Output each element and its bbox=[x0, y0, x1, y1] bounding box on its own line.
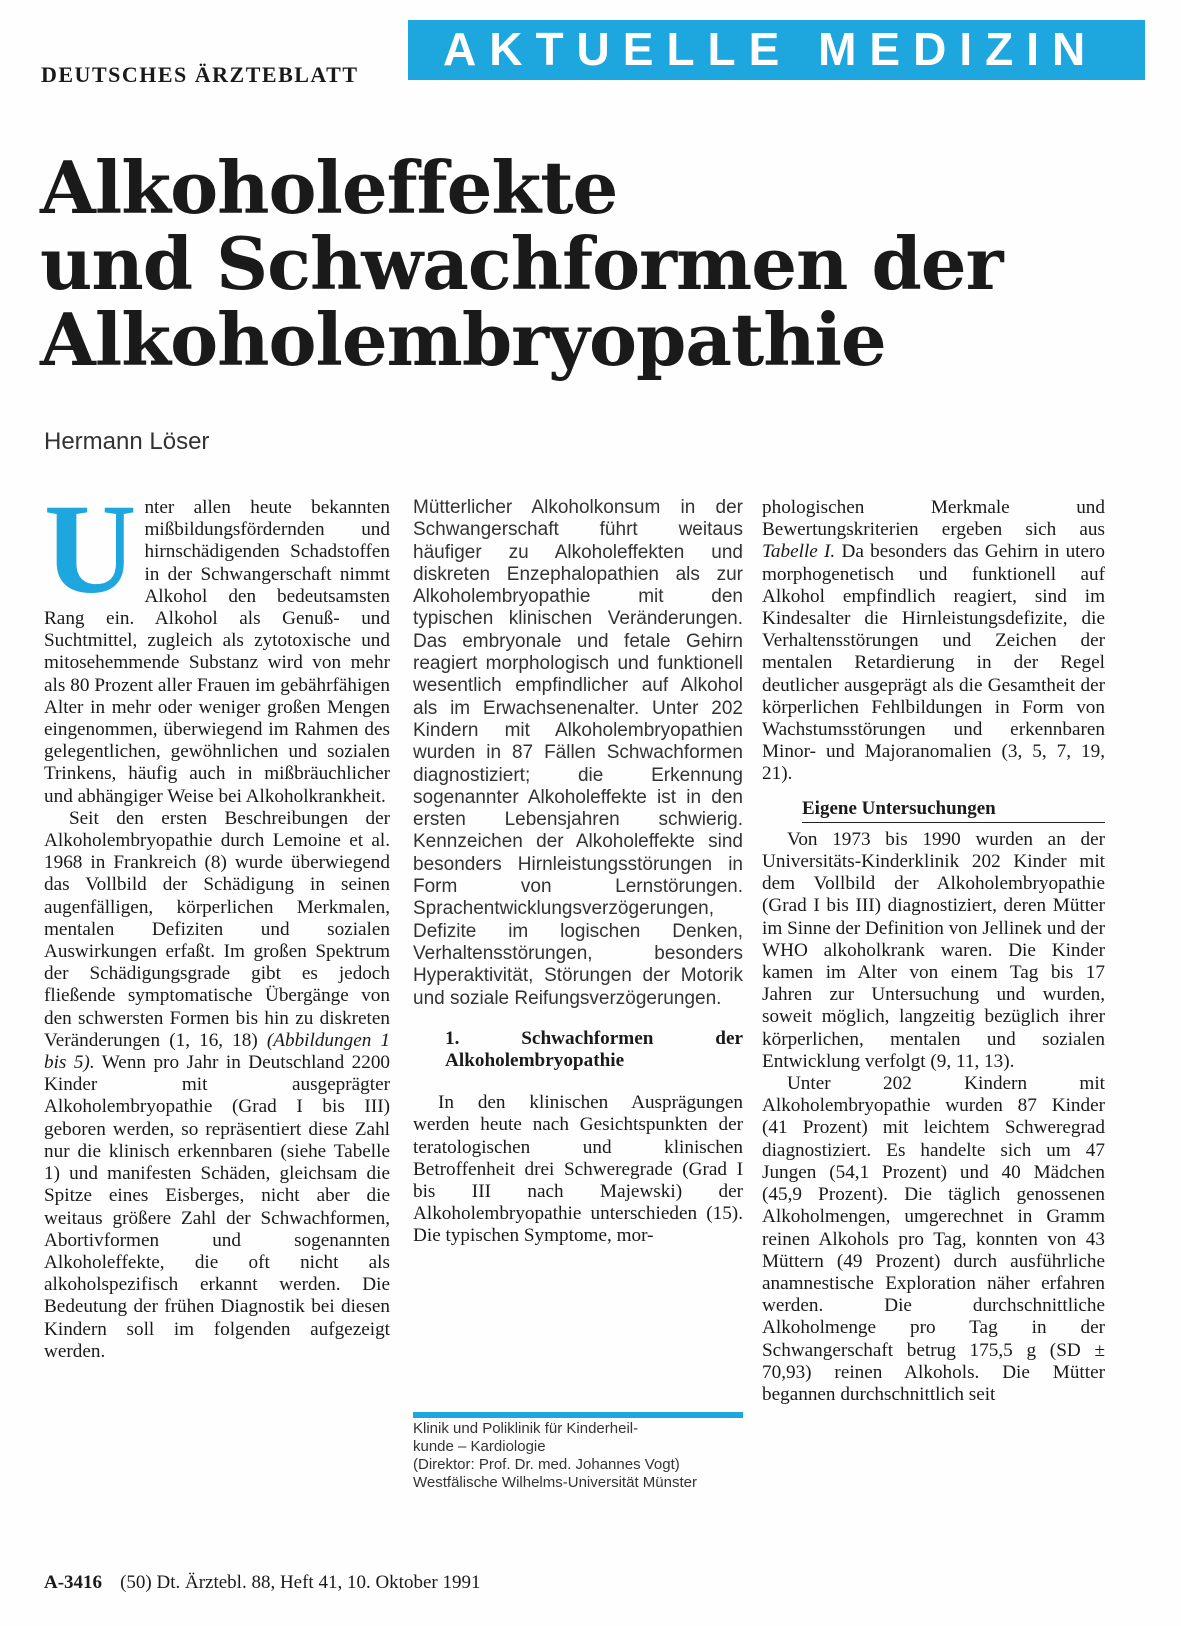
page-number: A-3416 bbox=[44, 1572, 103, 1593]
affiliation bbox=[413, 1420, 743, 1492]
paragraph-text: Wenn pro Jahr in Deutschland 2200 Kinder mit ausgeprägter Alkoholembryopathie (Grad I bis III) geboren werden, so repräsentiert diese Zahl nur die klinisch erkennbaren (siehe Tabelle 1) und manifesten Schäden, gleichsam die Spitze eines Eisberges, nicht aber die weitaus größere Zahl der Schwachformen, Abortivformen und sogenannten Alkoholeffekte, die oft nicht als alkoholspezifisch erkannt werden. Die Bedeutung der frühen Diagnostik bei diesen Kindern soll im folgenden aufgezeigt werden. bbox=[44, 1052, 391, 1362]
figure-reference: (Abbildungen 1 bis 5). bbox=[44, 1029, 390, 1074]
article-column-2 bbox=[413, 497, 743, 1248]
affiliation-line: kunde – Kardiologie bbox=[413, 1438, 546, 1455]
paragraph-text: Seit den ersten Beschreibungen der Alkoholembryopathie durch Lemoine et al. 1968 in Frankreich (8) wurde überwiegend das Vollbild der Schädigung in seinen augenfälligen, körperlichen Merkmalen, mentalen Defiziten und sozialen Auswirkungen erfaßt. Im großen Spektrum der Schädigungsgrade gibt es jedoch fließende symptomatische Übergänge von den schwersten Formen bis hin zu diskreten Veränderungen (1, 16, 18) bbox=[44, 807, 390, 1051]
headline-line-3: Alkoholembryopathie bbox=[40, 297, 886, 382]
paragraph: Von 1973 bis 1990 wurden an der Universitäts-Kinderklinik 202 Kinder mit dem Vollbild der Alkoholembryopathie (Grad I bis III) diagnostiziert, deren Mütter im Sinne der Definition von Jellinek und der WHO alkoholkrank waren. Die Kinder kamen im Alter von einem Tag bis 17 Jahren zur Untersuchung und wurden, soweit möglich, langzeitig bezüglich ihrer körperlichen, mentalen und sozialen Entwicklung verfolgt (9, 11, 13). bbox=[762, 828, 1105, 1072]
table-reference: Tabelle I. bbox=[762, 541, 836, 563]
paragraph: Unter 202 Kindern mit Alkoholembryopathie wurden 87 Kinder (41 Prozent) mit leichtem Schweregrad diagnostiziert. Es handelte sich um 47 Jungen (54,1 Prozent) und 40 Mädchen (45,9 Prozent). Die täglich genossenen Alkoholmengen, umgerechnet in Gramm reinen Alkohols pro Tag, konnten von 43 Müttern (49 Prozent) durch ausführliche anamnestische Exploration näher erfahren werden. Die durchschnittliche Alkoholmenge pro Tag in der Schwangerschaft betrug 175,5 g (SD ± 70,93) reinen Alkohols. Die Mütter begannen durchschnittlich seit bbox=[762, 1073, 1105, 1405]
headline bbox=[40, 145, 1140, 382]
affiliation-line: Klinik und Poliklinik für Kinderheil- bbox=[413, 1420, 639, 1437]
lead-paragraph: Mütterlicher Alkoholkonsum in der Schwangerschaft führt weitaus häufiger zu Alkoholeffekten und diskreten Enzephalopathien als zur Alkoholembryopathie mit den typischen klinischen Veränderungen. Das embryonale und fetale Gehirn reagiert morphologisch und funktionell wesentlich empfindlicher auf Alkohol als im Erwachsenenalter. Unter 202 Kindern mit Alkoholembryopathien wurden in 87 Fällen Schwachformen diagnostiziert; die Erkennung sogenannter Alkoholeffekte ist in den ersten Lebensjahren schwierig. Kennzeichen der Alkoholeffekte sind besonders Hirnleistungsstörungen in Form von Lernstörungen. Sprachentwicklungsverzögerungen, Defizite im logischen Denken, Verhaltensstörungen, besonders Hyperaktivität, Störungen der Motorik und soziale Reifungsverzögerungen. bbox=[413, 497, 743, 1009]
section-title: 1. Schwachformen der Alkoholembryopathie bbox=[445, 1027, 743, 1072]
paragraph: In den klinischen Ausprägungen werden heute nach Gesichtspunkten der teratologischen und klinischen Betroffenheit drei Schweregrade (Grad I bis III nach Majewski) der Alkoholembryopathie unterschieden (15). Die typischen Symptome, mor- bbox=[413, 1092, 743, 1247]
masthead: DEUTSCHES ÄRZTEBLATT bbox=[41, 62, 359, 87]
page-footer bbox=[44, 1572, 480, 1594]
article-column-3 bbox=[762, 497, 1105, 1406]
paragraph bbox=[44, 808, 390, 1363]
citation: (50) Dt. Ärztebl. 88, Heft 41, 10. Oktober 1991 bbox=[120, 1572, 481, 1593]
paragraph-text: nter allen heute bekannten mißbildungsfördernden und hirnschädigenden Schadstoffen in der Schwangerschaft nimmt Alkohol den bedeutsamsten Rang ein. Alkohol als Genuß- und Suchtmittel, zugleich als zytotoxische und mitosehemmende Substanz wird von mehr als 80 Prozent aller Frauen im gebährfähigen Alter in mehr oder weniger großen Mengen eingenommen, überwiegend im Rahmen des gelegentlichen, gewöhnlichen und sozialen Trinkens, häufig auch in mißbräuchlicher und abhängiger Weise bei Alkoholkrankheit. bbox=[44, 497, 390, 807]
headline-line-1: Alkoholeffekte bbox=[40, 145, 618, 230]
section-banner: AKTUELLE MEDIZIN bbox=[408, 20, 1145, 80]
author: Hermann Löser bbox=[44, 428, 210, 455]
affiliation-line: Westfälische Wilhelms-Universität Münster bbox=[413, 1474, 697, 1491]
paragraph-text: phologischen Merkmale und Bewertungskriterien ergeben sich aus bbox=[762, 497, 1105, 541]
drop-cap: U bbox=[44, 478, 137, 620]
article-column-1 bbox=[44, 478, 391, 1363]
affiliation-line: (Direktor: Prof. Dr. med. Johannes Vogt) bbox=[413, 1456, 680, 1473]
paragraph-text: Da besonders das Gehirn in utero morphogenetisch und funktionell auf Alkohol empfindlich reagiert, sind im Kindesalter die Hirnleistungsdefizite, die Verhaltensstörungen und Zeichen der mentalen Retardierung in der Regel deutlicher ausgeprägt als die Gesamtheit der körperlichen Fehlbildungen in Form von Wachstumsstörungen und erkennbaren Minor- und Majoranomalien (3, 5, 7, 19, 21). bbox=[762, 541, 1106, 785]
paragraph bbox=[762, 497, 1105, 786]
headline-line-2: und Schwachformen der bbox=[40, 221, 1003, 306]
affiliation-rule bbox=[413, 1412, 743, 1418]
paragraph bbox=[44, 478, 390, 808]
subheading: Eigene Untersuchungen bbox=[802, 798, 1105, 823]
